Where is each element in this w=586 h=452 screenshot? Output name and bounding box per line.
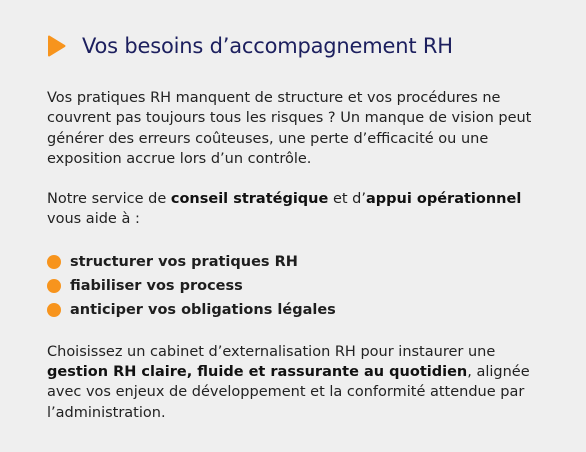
section-body bbox=[47, 88, 557, 423]
intro-paragraph: Vos pratiques RH manquent de structure et vos procédures ne couvrent pas toujours tous les risques ? Un manque de vision peut générer des erreurs coûteuses, une perte d’efficacité ou une exposition accrue lors d’un contrôle. bbox=[47, 90, 532, 167]
bullet-dot-icon bbox=[47, 255, 61, 269]
service-text-3: vous aide à : bbox=[47, 211, 140, 228]
benefits-list bbox=[47, 250, 557, 322]
list-item bbox=[47, 250, 557, 274]
closing-text-1: Choisissez un cabinet d’externalisation RH pour instaurer une bbox=[47, 343, 496, 360]
list-item-label: structurer vos pratiques RH bbox=[70, 253, 298, 270]
service-text-2: et d’ bbox=[328, 191, 366, 208]
list-item bbox=[47, 298, 557, 322]
list-item-label: fiabiliser vos process bbox=[70, 277, 243, 294]
bullet-dot-icon bbox=[47, 303, 61, 317]
list-item bbox=[47, 274, 557, 298]
page-title: Vos besoins d’accompagnement RH bbox=[82, 34, 453, 58]
list-item-label: anticiper vos obligations légales bbox=[70, 301, 336, 318]
bullet-dot-icon bbox=[47, 279, 61, 293]
closing-text-2: , alignée avec vos enjeux de développement et la conformité attendue par l’administration. bbox=[47, 364, 530, 421]
play-triangle-icon bbox=[47, 35, 66, 57]
service-bold-strategic: conseil stratégique bbox=[170, 191, 329, 208]
section-heading bbox=[47, 34, 453, 58]
closing-bold: gestion RH claire, fluide et rassurante au quotidien bbox=[47, 364, 468, 381]
play-triangle-shape bbox=[49, 37, 65, 56]
service-paragraph bbox=[47, 189, 557, 230]
service-text-1: Notre service de bbox=[47, 191, 171, 208]
service-bold-operational: appui opérationnel bbox=[365, 191, 522, 208]
closing-paragraph bbox=[47, 342, 557, 423]
